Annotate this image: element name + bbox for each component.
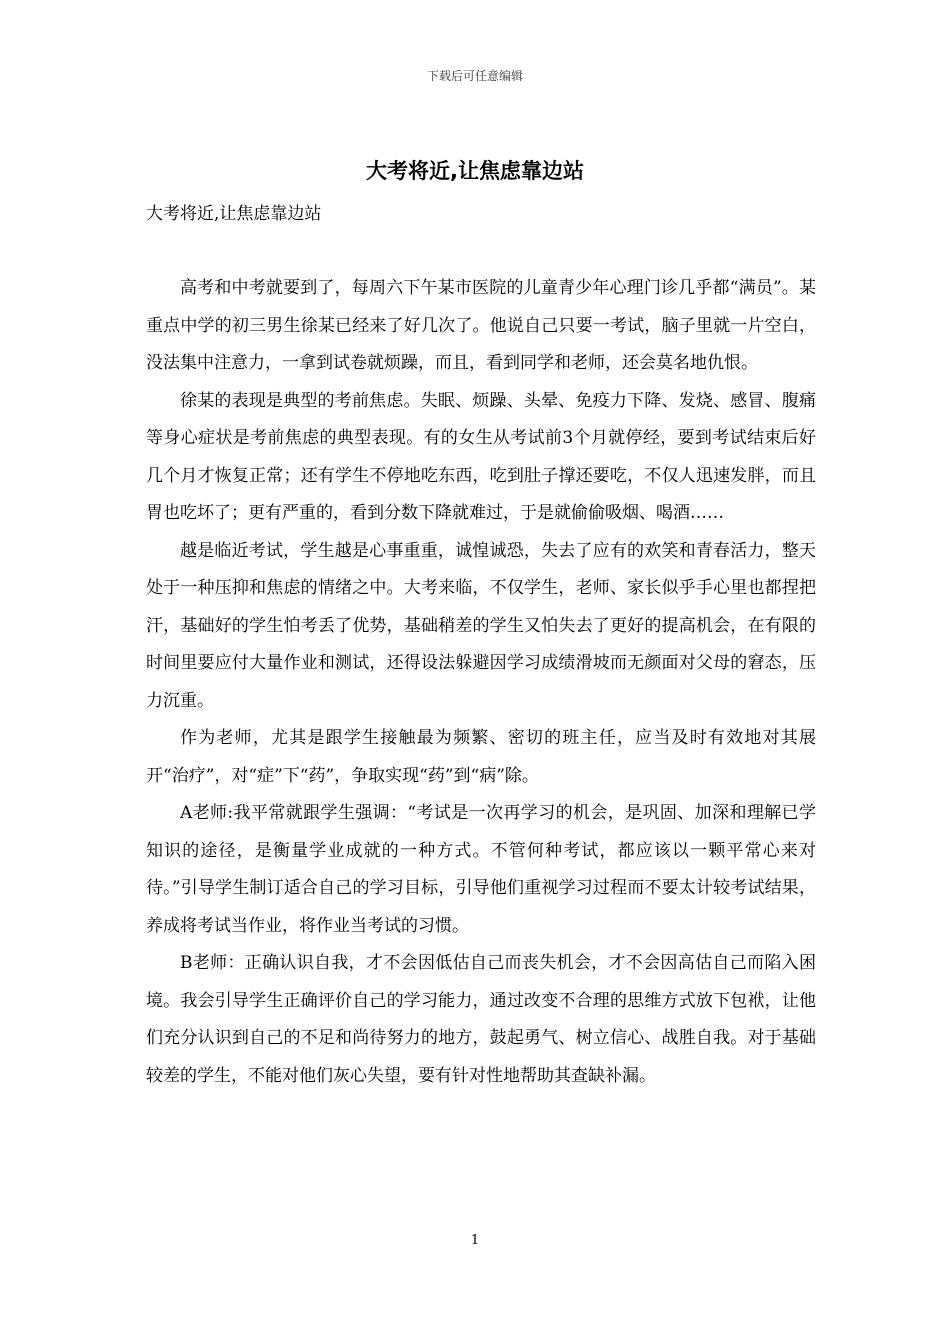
paragraph: 越是临近考试，学生越是心事重重，诚惶诚恐，失去了应有的欢笑和青春活力，整天处于一种压抑和焦虑的情绪之中。大考来临，不仅学生，老师、家长似乎手心里也都捏把汗，基础好的学生怕考丢了优势，基础稍差的学生又怕失去了更好的提高机会，在有限的时间里要应付大量作业和测试，还得设法躲避因学习成绩滑坡而无颜面对父母的窘态，压力沉重。: [146, 540, 816, 711]
document-body: [146, 270, 816, 1095]
paragraph: 作为老师，尤其是跟学生接触最为频繁、密切的班主任，应当及时有效地对其展开“治疗”，对“症”下“药”，争取实现“药”到“病”除。: [146, 728, 816, 786]
page-header-note: 下载后可任意编辑: [426, 69, 523, 83]
page-number: 1: [470, 1233, 480, 1248]
document-subtitle: 大考将近,让焦虑靠边站: [146, 204, 322, 224]
paragraph: 徐某的表现是典型的考前焦虑。失眠、烦躁、头晕、免疫力下降、发烧、感冒、腹痛等身心症状是考前焦虑的典型表现。有的女生从考试前3个月就停经，要到考试结束后好几个月才恢复正常；还有学生不停地吃东西，吃到肚子撑还要吃，不仅人迅速发胖，而且胃也吃坏了；更有严重的，看到分数下降就难过，于是就偷偷吸烟、喝酒……: [146, 390, 816, 523]
paragraph: A老师:我平常就跟学生强调：“考试是一次再学习的机会，是巩固、加深和理解已学知识的途径，是衡量学业成就的一种方式。不管何种考试，都应该以一颗平常心来对待。”引导学生制订适合自己的学习目标，引导他们重视学习过程而不要太计较考试结果，养成将考试当作业，将作业当考试的习惯。: [146, 803, 816, 936]
document-title: 大考将近,让焦虑靠边站: [366, 159, 584, 183]
paragraph: B老师：正确认识自我，才不会因低估自己而丧失机会，才不会因高估自己而陷入困境。我会引导学生正确评价自己的学习能力，通过改变不合理的思维方式放下包袱，让他们充分认识到自己的不足和尚待努力的地方，鼓起勇气、树立信心、战胜自我。对于基础较差的学生，不能对他们灰心失望，要有针对性地帮助其查缺补漏。: [146, 953, 816, 1086]
paragraph: 高考和中考就要到了，每周六下午某市医院的儿童青少年心理门诊几乎都“满员”。某重点中学的初三男生徐某已经来了好几次了。他说自己只要一考试，脑子里就一片空白，没法集中注意力，一拿到试卷就烦躁，而且，看到同学和老师，还会莫名地仇恨。: [146, 278, 816, 373]
